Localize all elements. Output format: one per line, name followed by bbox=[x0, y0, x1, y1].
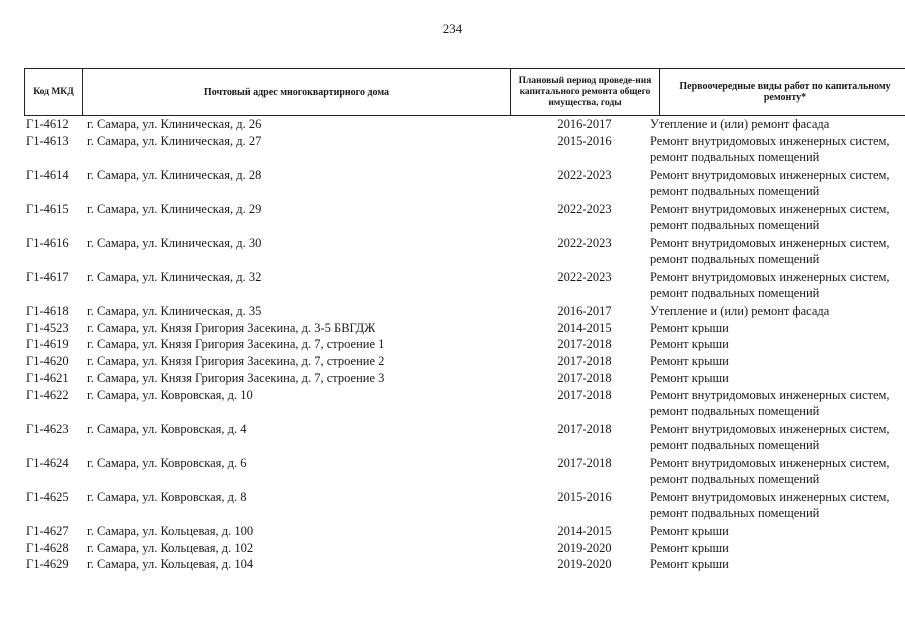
table-row bbox=[24, 336, 905, 353]
house-address: г. Самара, ул. Клиническая, д. 35 bbox=[87, 303, 262, 318]
table-row bbox=[24, 370, 905, 387]
mkd-code: Г1-4612 bbox=[26, 117, 69, 131]
repair-period: 2016-2017 bbox=[557, 303, 612, 318]
repair-works: Ремонт внутридомовых инженерных систем, ремонт подвальных помещений bbox=[650, 201, 890, 233]
house-address: г. Самара, ул. Кольцевая, д. 102 bbox=[87, 540, 254, 555]
house-address: г. Самара, ул. Клиническая, д. 32 bbox=[87, 269, 262, 284]
repair-period: 2017-2018 bbox=[557, 387, 612, 402]
table-row bbox=[24, 167, 905, 201]
house-address: г. Самара, ул. Князя Григория Засекина, д. 7, строение 3 bbox=[87, 370, 385, 385]
repair-works: Ремонт крыши bbox=[650, 540, 729, 555]
mkd-code: Г1-4615 bbox=[26, 201, 69, 216]
house-address: г. Самара, ул. Князя Григория Засекина, д. 7, строение 2 bbox=[87, 354, 385, 369]
repair-works: Ремонт крыши bbox=[650, 370, 729, 385]
mkd-code: Г1-4616 bbox=[26, 235, 69, 250]
table-row bbox=[24, 201, 905, 235]
mkd-code: Г1-4613 bbox=[26, 133, 69, 148]
table-row bbox=[24, 489, 905, 523]
repair-period: 2017-2018 bbox=[557, 421, 612, 436]
table-row bbox=[24, 353, 905, 370]
repair-works: Ремонт внутридомовых инженерных систем, ремонт подвальных помещений bbox=[650, 269, 890, 301]
header-period: Плановый период проведе-ния капитального ремонта общего имущества, годы bbox=[510, 69, 659, 115]
mkd-code: Г1-4627 bbox=[26, 523, 69, 538]
table-row bbox=[24, 540, 905, 557]
table-row bbox=[24, 320, 905, 337]
header-address-label: Почтовый адрес многоквартирного дома bbox=[203, 86, 390, 98]
mkd-code: Г1-4621 bbox=[26, 370, 69, 385]
repair-works: Ремонт крыши bbox=[650, 337, 729, 352]
mkd-code: Г1-4622 bbox=[26, 387, 69, 402]
repair-period: 2022-2023 bbox=[557, 269, 612, 284]
table-row bbox=[24, 523, 905, 540]
mkd-code: Г1-4629 bbox=[26, 557, 69, 572]
mkd-code: Г1-4623 bbox=[26, 421, 69, 436]
repair-period: 2015-2016 bbox=[557, 133, 612, 148]
header-code: Код МКД bbox=[24, 69, 82, 115]
table-row bbox=[24, 235, 905, 269]
table-row bbox=[24, 133, 905, 167]
house-address: г. Самара, ул. Кольцевая, д. 104 bbox=[87, 557, 254, 572]
repair-works: Утепление и (или) ремонт фасада bbox=[650, 303, 830, 318]
repair-period: 2017-2018 bbox=[557, 337, 612, 352]
table-row bbox=[24, 116, 905, 133]
mkd-code: Г1-4619 bbox=[26, 337, 69, 352]
repair-period: 2017-2018 bbox=[557, 370, 612, 385]
mkd-code: Г1-4618 bbox=[26, 303, 69, 318]
repair-works: Ремонт внутридомовых инженерных систем, ремонт подвальных помещений bbox=[650, 455, 890, 487]
mkd-code: Г1-4614 bbox=[26, 167, 69, 182]
page-number: 234 bbox=[442, 21, 463, 36]
repair-works: Ремонт внутридомовых инженерных систем, ремонт подвальных помещений bbox=[650, 387, 890, 419]
repair-period: 2015-2016 bbox=[557, 489, 612, 504]
house-address: г. Самара, ул. Ковровская, д. 6 bbox=[87, 455, 247, 470]
repair-period: 2019-2020 bbox=[557, 540, 612, 555]
mkd-code: Г1-4617 bbox=[26, 269, 69, 284]
mkd-code: Г1-4620 bbox=[26, 354, 69, 369]
header-address bbox=[82, 69, 510, 115]
table-row bbox=[24, 303, 905, 320]
repair-works: Ремонт крыши bbox=[650, 557, 729, 572]
house-address: г. Самара, ул. Князя Григория Засекина, д. 7, строение 1 bbox=[87, 337, 385, 352]
repair-period: 2017-2018 bbox=[557, 354, 612, 369]
house-address: г. Самара, ул. Клиническая, д. 29 bbox=[87, 201, 262, 216]
repair-works: Ремонт внутридомовых инженерных систем, ремонт подвальных помещений bbox=[650, 421, 890, 453]
house-address: г. Самара, ул. Ковровская, д. 4 bbox=[87, 421, 247, 436]
house-address: г. Самара, ул. Клиническая, д. 26 bbox=[87, 117, 262, 131]
mkd-code: Г1-4628 bbox=[26, 540, 69, 555]
table-row bbox=[24, 269, 905, 303]
repair-period: 2022-2023 bbox=[557, 201, 612, 216]
house-address: г. Самара, ул. Князя Григория Засекина, д. 3-5 БВГДЖ bbox=[87, 320, 376, 335]
house-address: г. Самара, ул. Клиническая, д. 27 bbox=[87, 133, 262, 148]
repair-works: Ремонт крыши bbox=[650, 523, 729, 538]
repair-works: Ремонт внутридомовых инженерных систем, ремонт подвальных помещений bbox=[650, 133, 890, 165]
repair-works: Ремонт внутридомовых инженерных систем, ремонт подвальных помещений bbox=[650, 235, 890, 267]
mkd-code: Г1-4625 bbox=[26, 489, 69, 504]
mkd-code: Г1-4624 bbox=[26, 455, 69, 470]
house-address: г. Самара, ул. Ковровская, д. 8 bbox=[87, 489, 247, 504]
repair-works: Ремонт внутридомовых инженерных систем, ремонт подвальных помещений bbox=[650, 167, 890, 199]
table-row bbox=[24, 387, 905, 421]
repair-works: Ремонт внутридомовых инженерных систем, ремонт подвальных помещений bbox=[650, 489, 890, 521]
repair-period: 2016-2017 bbox=[557, 117, 612, 131]
table-row bbox=[24, 556, 905, 573]
header-works-label: Первоочередные виды работ по капитальному ремонту* bbox=[679, 81, 891, 103]
table-row bbox=[24, 455, 905, 489]
repair-works: Утепление и (или) ремонт фасада bbox=[650, 117, 830, 131]
repair-period: 2014-2015 bbox=[557, 320, 612, 335]
house-address: г. Самара, ул. Клиническая, д. 28 bbox=[87, 167, 262, 182]
repair-works: Ремонт крыши bbox=[650, 354, 729, 369]
house-address: г. Самара, ул. Кольцевая, д. 100 bbox=[87, 523, 254, 538]
repair-period: 2019-2020 bbox=[557, 557, 612, 572]
repair-period: 2022-2023 bbox=[557, 167, 612, 182]
repair-period: 2017-2018 bbox=[557, 455, 612, 470]
house-address: г. Самара, ул. Ковровская, д. 10 bbox=[87, 387, 253, 402]
table-header bbox=[24, 68, 905, 116]
repair-period: 2022-2023 bbox=[557, 235, 612, 250]
table-row bbox=[24, 421, 905, 455]
header-works bbox=[659, 69, 905, 115]
house-address: г. Самара, ул. Клиническая, д. 30 bbox=[87, 235, 262, 250]
repair-period: 2014-2015 bbox=[557, 523, 612, 538]
table-body bbox=[24, 116, 905, 573]
repair-works: Ремонт крыши bbox=[650, 320, 729, 335]
mkd-code: Г1-4523 bbox=[26, 320, 69, 335]
